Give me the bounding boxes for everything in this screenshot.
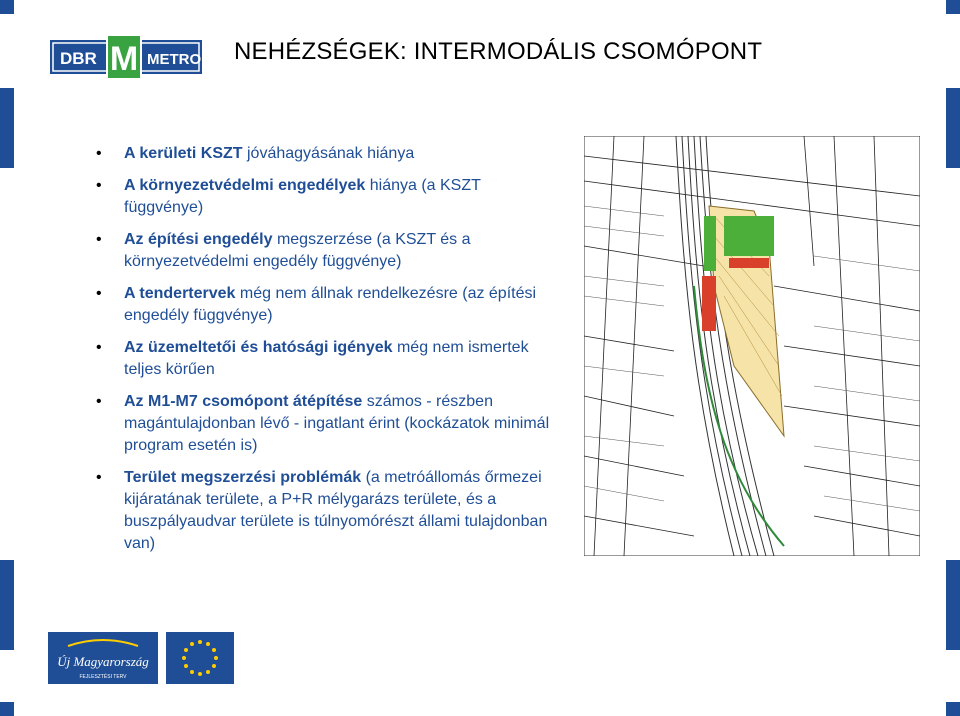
map-red-strip bbox=[729, 258, 769, 268]
frame-corner-bottom-left bbox=[0, 702, 14, 716]
footer-logos bbox=[48, 632, 234, 684]
bullet-item: • Terület megszerzési problémák (a metróállomás őrmezei kijáratának területe, a P+R mélygarázs területe, és a buszpályaudvar területe is túlnyomórészt állami tulajdonban van) bbox=[96, 469, 548, 552]
frame-edge-right-upper bbox=[946, 88, 960, 168]
map-green-strip bbox=[704, 216, 716, 271]
bullet-list bbox=[96, 143, 556, 565]
bullet-item: • Az üzemeltetői és hatósági igények még nem ismertek teljes körűen bbox=[96, 339, 529, 378]
logo-metro-text: METRO bbox=[147, 51, 202, 68]
uj-magyarorszag-logo bbox=[48, 632, 158, 684]
logo-dbr-text: DBR bbox=[60, 49, 97, 68]
bullet-item: • A környezetvédelmi engedélyek hiánya (a KSZT függvénye) bbox=[96, 177, 481, 216]
frame-corner-bottom-right bbox=[946, 702, 960, 716]
site-plan-map bbox=[584, 136, 920, 556]
eu-flag-logo bbox=[166, 632, 234, 684]
map-green-zone bbox=[724, 216, 774, 256]
frame-corner-top-right bbox=[946, 0, 960, 14]
map-red-zone bbox=[702, 276, 716, 331]
bullet-item: • Az M1-M7 csomópont átépítése számos - részben magántulajdonban lévő - ingatlant érint (kockázatok minimál program esetén is) bbox=[96, 393, 550, 454]
bullet-item: • A kerületi KSZT jóváhagyásának hiánya bbox=[96, 145, 415, 162]
frame-edge-left-lower bbox=[0, 560, 14, 650]
page-title: NEHÉZSÉGEK: INTERMODÁLIS CSOMÓPONT bbox=[234, 38, 763, 65]
frame-corner-top-left bbox=[0, 0, 14, 14]
frame-edge-right-lower bbox=[946, 560, 960, 650]
ujm-logo-subtext: FEJLESZTÉSI TERV bbox=[79, 674, 127, 680]
bullet-item: • A tendertervek még nem állnak rendelkezésre (az építési engedély függvénye) bbox=[96, 285, 537, 324]
dbr-metro-logo bbox=[50, 34, 202, 80]
ujm-logo-text: Új Magyarország bbox=[57, 654, 149, 669]
bullet-item: • Az építési engedély megszerzése (a KSZT és a környezetvédelmi engedély függvénye) bbox=[96, 231, 471, 270]
logo-m-text: M bbox=[109, 40, 139, 78]
frame-edge-left-upper bbox=[0, 88, 14, 168]
